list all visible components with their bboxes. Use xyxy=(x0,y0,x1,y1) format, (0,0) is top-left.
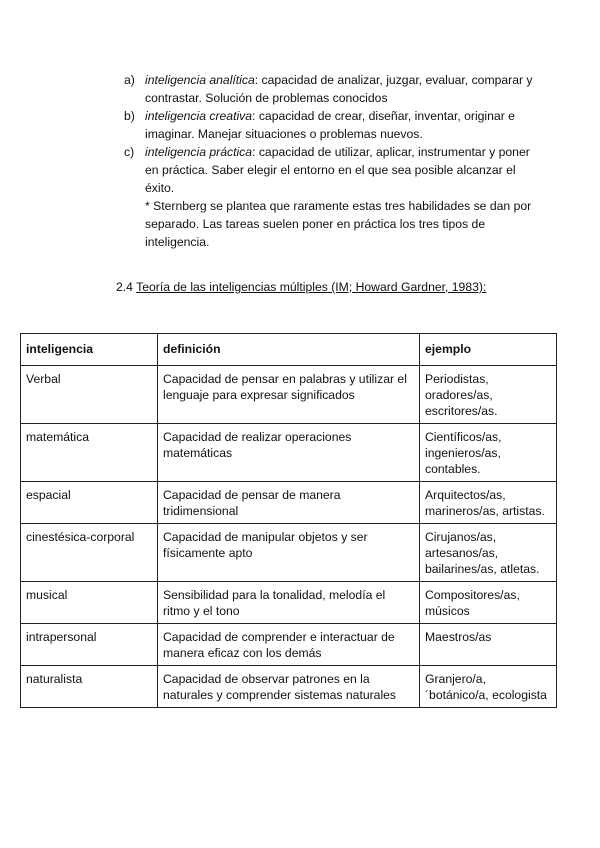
list-item-body xyxy=(145,107,534,143)
cell-definicion: Sensibilidad para la tonalidad, melodía el ritmo y el tono xyxy=(158,582,420,624)
sternberg-list xyxy=(124,71,534,251)
column-header-definicion: definición xyxy=(158,334,420,366)
cell-inteligencia: matemática xyxy=(21,424,158,482)
list-marker: a) xyxy=(124,73,135,87)
cell-definicion: Capacidad de manipular objetos y ser físicamente apto xyxy=(158,524,420,582)
list-item-body xyxy=(145,71,534,107)
cell-ejemplo: Compositores/as, músicos xyxy=(420,582,557,624)
cell-definicion: Capacidad de realizar operaciones matemáticas xyxy=(158,424,420,482)
cell-definicion: Capacidad de comprender e interactuar de manera eficaz con los demás xyxy=(158,624,420,666)
list-item-body xyxy=(145,143,534,197)
cell-definicion: Capacidad de observar patrones en la naturales y comprender sistemas naturales xyxy=(158,666,420,708)
table-row xyxy=(21,624,557,666)
list-item-text: : capacidad de utilizar, aplicar, instrumentar y poner en práctica. Saber elegir el entorno en el que sea posible alcanzar el éxito. xyxy=(145,145,530,195)
list-item-term: inteligencia analítica xyxy=(145,73,255,87)
column-header-inteligencia: inteligencia xyxy=(21,334,158,366)
cell-ejemplo: Científicos/as, ingenieros/as, contables. xyxy=(420,424,557,482)
section-title: Teoría de las inteligencias múltiples (IM; Howard Gardner, 1983): xyxy=(136,280,487,294)
cell-ejemplo: Cirujanos/as, artesanos/as, bailarines/as, atletas. xyxy=(420,524,557,582)
cell-ejemplo: Arquitectos/as, marineros/as, artistas. xyxy=(420,482,557,524)
cell-inteligencia: musical xyxy=(21,582,158,624)
section-number: 2.4 xyxy=(116,280,133,294)
table-row xyxy=(21,424,557,482)
table-row xyxy=(21,524,557,582)
list-item xyxy=(124,107,534,143)
cell-ejemplo: Granjero/a, ´botánico/a, ecologista xyxy=(420,666,557,708)
cell-definicion: Capacidad de pensar de manera tridimensional xyxy=(158,482,420,524)
table-row xyxy=(21,366,557,424)
cell-ejemplo: Periodistas, oradores/as, escritores/as. xyxy=(420,366,557,424)
table-row xyxy=(21,482,557,524)
column-header-ejemplo: ejemplo xyxy=(420,334,557,366)
sternberg-note: * Sternberg se plantea que raramente estas tres habilidades se dan por separado. Las tareas suelen poner en práctica los tres tipos de inteligencia. xyxy=(145,199,532,249)
section-heading xyxy=(72,278,512,296)
table-row xyxy=(21,666,557,708)
cell-inteligencia: naturalista xyxy=(21,666,158,708)
intelligences-table xyxy=(20,333,557,708)
list-item-term: inteligencia creativa xyxy=(145,109,253,123)
cell-inteligencia: cinestésica-corporal xyxy=(21,524,158,582)
list-item xyxy=(124,143,534,197)
cell-inteligencia: intrapersonal xyxy=(21,624,158,666)
cell-inteligencia: Verbal xyxy=(21,366,158,424)
cell-definicion: Capacidad de pensar en palabras y utilizar el lenguaje para expresar significados xyxy=(158,366,420,424)
cell-ejemplo: Maestros/as xyxy=(420,624,557,666)
table-header-row xyxy=(21,334,557,366)
list-item-term: inteligencia práctica xyxy=(145,145,253,159)
list-marker: c) xyxy=(124,145,135,159)
table-row xyxy=(21,582,557,624)
cell-inteligencia: espacial xyxy=(21,482,158,524)
list-marker: b) xyxy=(124,109,135,123)
list-item xyxy=(124,71,534,107)
list-item-text: : capacidad de analizar, juzgar, evaluar, comparar y contrastar. Solución de problemas conocidos xyxy=(145,73,533,105)
list-item-text: : capacidad de crear, diseñar, inventar, originar e imaginar. Manejar situaciones o problemas nuevos. xyxy=(145,109,515,141)
